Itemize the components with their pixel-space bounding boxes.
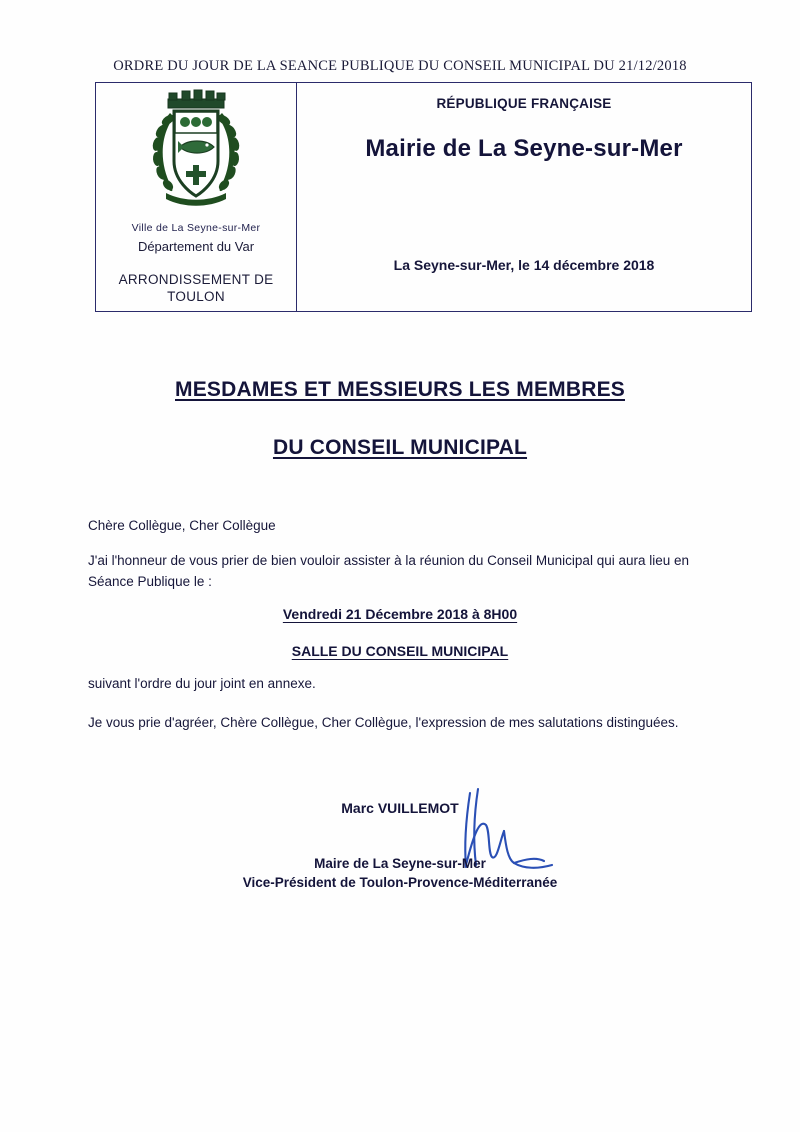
arrondissement-label: [119, 272, 274, 306]
signatory-role-line-1: Maire de La Seyne-sur-Mer: [314, 856, 486, 871]
addressee-line-2: DU CONSEIL MUNICIPAL: [272, 436, 528, 459]
mairie-title: Mairie de La Seyne-sur-Mer: [365, 135, 683, 162]
arrondissement-line-1: ARRONDISSEMENT DE: [118, 272, 274, 287]
arrondissement-line-2: TOULON: [167, 288, 225, 304]
closing-paragraph: Je vous prie d'agréer, Chère Collègue, Cher Collègue, l'expression de mes salutations distinguées.: [88, 715, 679, 730]
meeting-place: SALLE DU CONSEIL MUNICIPAL: [291, 643, 509, 659]
letterhead-table: [95, 82, 752, 312]
greeting-text: Chère Collègue, Cher Collègue: [88, 518, 276, 533]
letterhead-right-cell: [297, 83, 751, 311]
letterhead-left-cell: [96, 83, 297, 311]
signatory-role-line-2: Vice-Président de Toulon-Provence-Méditerranée: [242, 875, 558, 890]
department-label: Département du Var: [137, 239, 255, 254]
meeting-datetime: Vendredi 21 Décembre 2018 à 8H00: [282, 606, 518, 622]
crest-caption: Ville de La Seyne-sur-Mer: [131, 222, 261, 234]
coat-of-arms-icon: [144, 89, 248, 221]
document-header-line: ORDRE DU JOUR DE LA SEANCE PUBLIQUE DU CONSEIL MUNICIPAL DU 21/12/2018: [113, 58, 687, 74]
place-date: La Seyne-sur-Mer, le 14 décembre 2018: [393, 257, 655, 273]
body-paragraph-2: suivant l'ordre du jour joint en annexe.: [88, 676, 316, 691]
body-paragraph-1: J'ai l'honneur de vous prier de bien vouloir assister à la réunion du Conseil Municipal qui aura lieu en Séance Publique le :: [88, 553, 690, 589]
republic-label: RÉPUBLIQUE FRANÇAISE: [436, 96, 612, 111]
signatory-name: Marc VUILLEMOT: [341, 800, 459, 816]
addressee-line-1: MESDAMES ET MESSIEURS LES MEMBRES: [175, 378, 625, 401]
